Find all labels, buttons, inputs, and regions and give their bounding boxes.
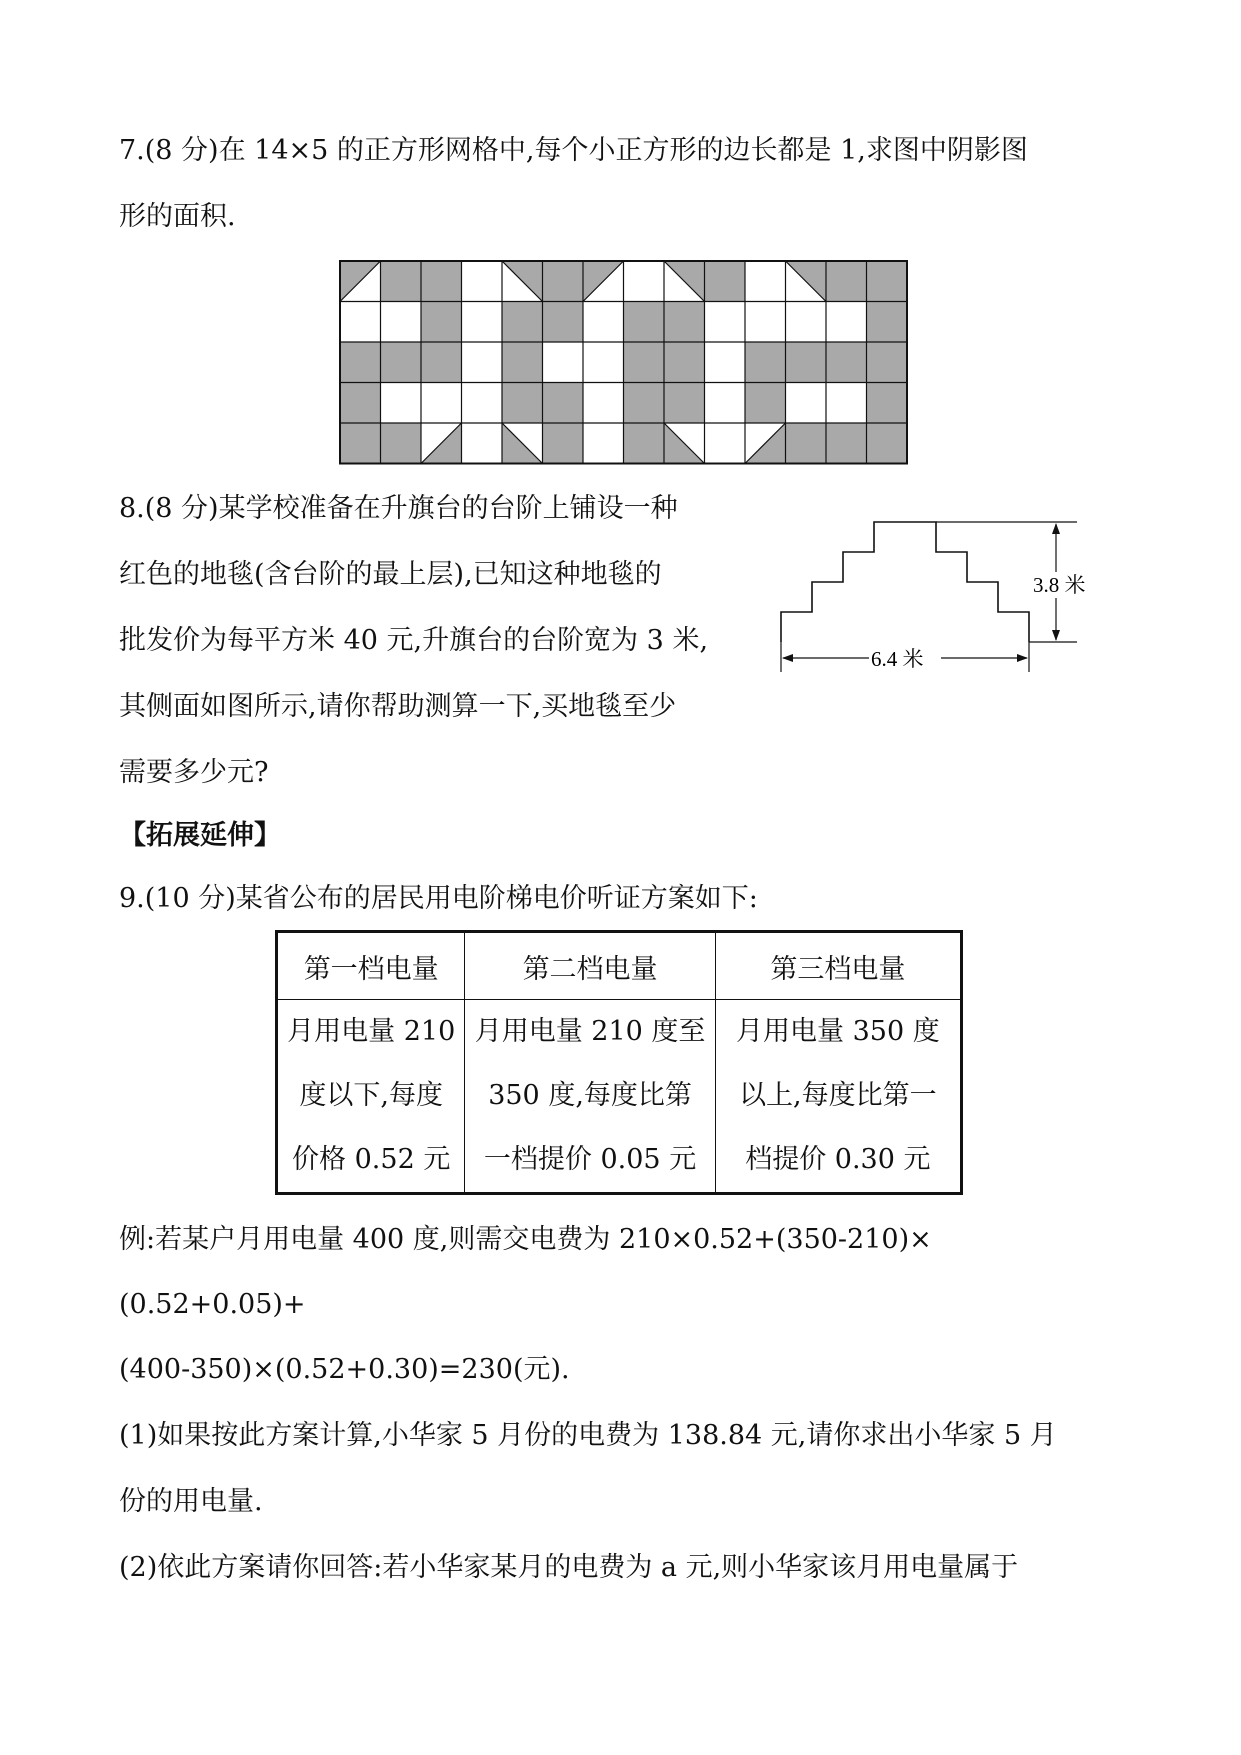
grid-cell-shade (543, 302, 584, 343)
grid-cell-shade (745, 383, 786, 424)
cell-line: 月用电量 210 度至 (474, 1016, 706, 1047)
grid-cell-shade (624, 342, 665, 383)
cell-line: 月用电量 210 (287, 1016, 456, 1047)
q9-intro: 9.(10 分)某省公布的居民用电阶梯电价听证方案如下: (119, 883, 758, 914)
width-label: 6.4 米 (871, 647, 924, 671)
grid-cell-shade (867, 261, 908, 302)
grid-cell-shade (421, 342, 462, 383)
q9-part2-line-1: (2)依此方案请你回答:若小华家某月的电费为 a 元,则小华家该月用电量属于 (119, 1552, 1019, 1583)
q7-line-2: 形的面积. (119, 201, 236, 232)
height-arrow-down (1052, 630, 1060, 641)
cell-line: 以上,每度比第一 (739, 1080, 937, 1111)
cell-line: 档提价 0.30 元 (745, 1144, 931, 1175)
height-label: 3.8 米 (1033, 573, 1086, 597)
grid-cell-shade (867, 383, 908, 424)
table-cell-tier-3 (715, 1000, 961, 1194)
grid-cell-shade (867, 342, 908, 383)
table-header-tier-2: 第二档电量 (465, 932, 715, 1000)
grid-cell-shade (826, 423, 867, 464)
q8-line-2: 红色的地毯(含台阶的最上层),已知这种地毯的 (119, 559, 662, 590)
cell-line: 价格 0.52 元 (292, 1144, 451, 1175)
stair-side-view-figure (775, 508, 1115, 688)
grid-cell-shade (826, 342, 867, 383)
grid-cell-shade (381, 261, 422, 302)
grid-cell-shade (381, 342, 422, 383)
grid-cell-shade (340, 383, 381, 424)
grid-cell-shade (745, 342, 786, 383)
grid-cell-shade (705, 261, 746, 302)
height-arrow-up (1052, 523, 1060, 534)
grid-cell-shade (421, 261, 462, 302)
q9-example-line-3: (400-350)×(0.52+0.30)=230(元). (119, 1354, 570, 1385)
q8-line-1: 8.(8 分)某学校准备在升旗台的台阶上铺设一种 (119, 493, 678, 524)
electricity-tier-table (275, 930, 963, 1195)
table-header-tier-3: 第三档电量 (715, 932, 961, 1000)
grid-cell-shade (664, 342, 705, 383)
grid-cell-shade (867, 423, 908, 464)
section-heading: 【拓展延伸】 (119, 820, 281, 851)
grid-cell-shade (340, 423, 381, 464)
q9-part1-line-1: (1)如果按此方案计算,小华家 5 月份的电费为 138.84 元,请你求出小华家 5 月 (119, 1420, 1057, 1451)
q8-line-3: 批发价为每平方米 40 元,升旗台的台阶宽为 3 米, (119, 625, 709, 656)
grid-cell-shade (421, 302, 462, 343)
shaded-grid-figure (338, 259, 908, 466)
grid-cell-shade (624, 383, 665, 424)
stair-outline (781, 522, 1029, 642)
grid-cell-shade (867, 302, 908, 343)
cell-line: 一档提价 0.05 元 (483, 1144, 697, 1175)
grid-cell-shade (502, 383, 543, 424)
grid-cell-shade (786, 423, 827, 464)
q8-line-5: 需要多少元? (119, 757, 269, 788)
grid-cell-shade (543, 423, 584, 464)
grid-cell-shade (664, 383, 705, 424)
grid-cell-shade (502, 342, 543, 383)
q8-line-4: 其侧面如图所示,请你帮助测算一下,买地毯至少 (119, 691, 677, 722)
table-cell-tier-1 (277, 1000, 465, 1194)
table-header-tier-1: 第一档电量 (277, 932, 465, 1000)
width-arrow-left (782, 654, 793, 662)
grid-cell-shade (786, 342, 827, 383)
width-arrow-right (1017, 654, 1028, 662)
cell-line: 月用电量 350 度 (736, 1016, 940, 1047)
q7-line-1: 7.(8 分)在 14×5 的正方形网格中,每个小正方形的边长都是 1,求图中阴影图 (119, 135, 1028, 166)
q9-part1-line-2: 份的用电量. (119, 1486, 263, 1517)
grid-cell-shade (543, 261, 584, 302)
cell-line: 度以下,每度 (299, 1080, 443, 1111)
table-row (277, 1000, 962, 1194)
cell-line: 350 度,每度比第 (488, 1080, 692, 1111)
table-cell-tier-2 (465, 1000, 715, 1194)
q9-example-line-2: (0.52+0.05)+ (119, 1289, 306, 1320)
grid-cell-shade (664, 302, 705, 343)
table-header-row (277, 932, 962, 1000)
grid-cell-shade (502, 302, 543, 343)
grid-cell-shade (624, 302, 665, 343)
grid-cell-shade (543, 383, 584, 424)
grid-cell-shade (340, 342, 381, 383)
grid-cell-shade (826, 261, 867, 302)
grid-cell-shade (624, 423, 665, 464)
q9-example-line-1: 例:若某户月用电量 400 度,则需交电费为 210×0.52+(350-210)× (119, 1224, 932, 1255)
grid-cell-shade (381, 423, 422, 464)
